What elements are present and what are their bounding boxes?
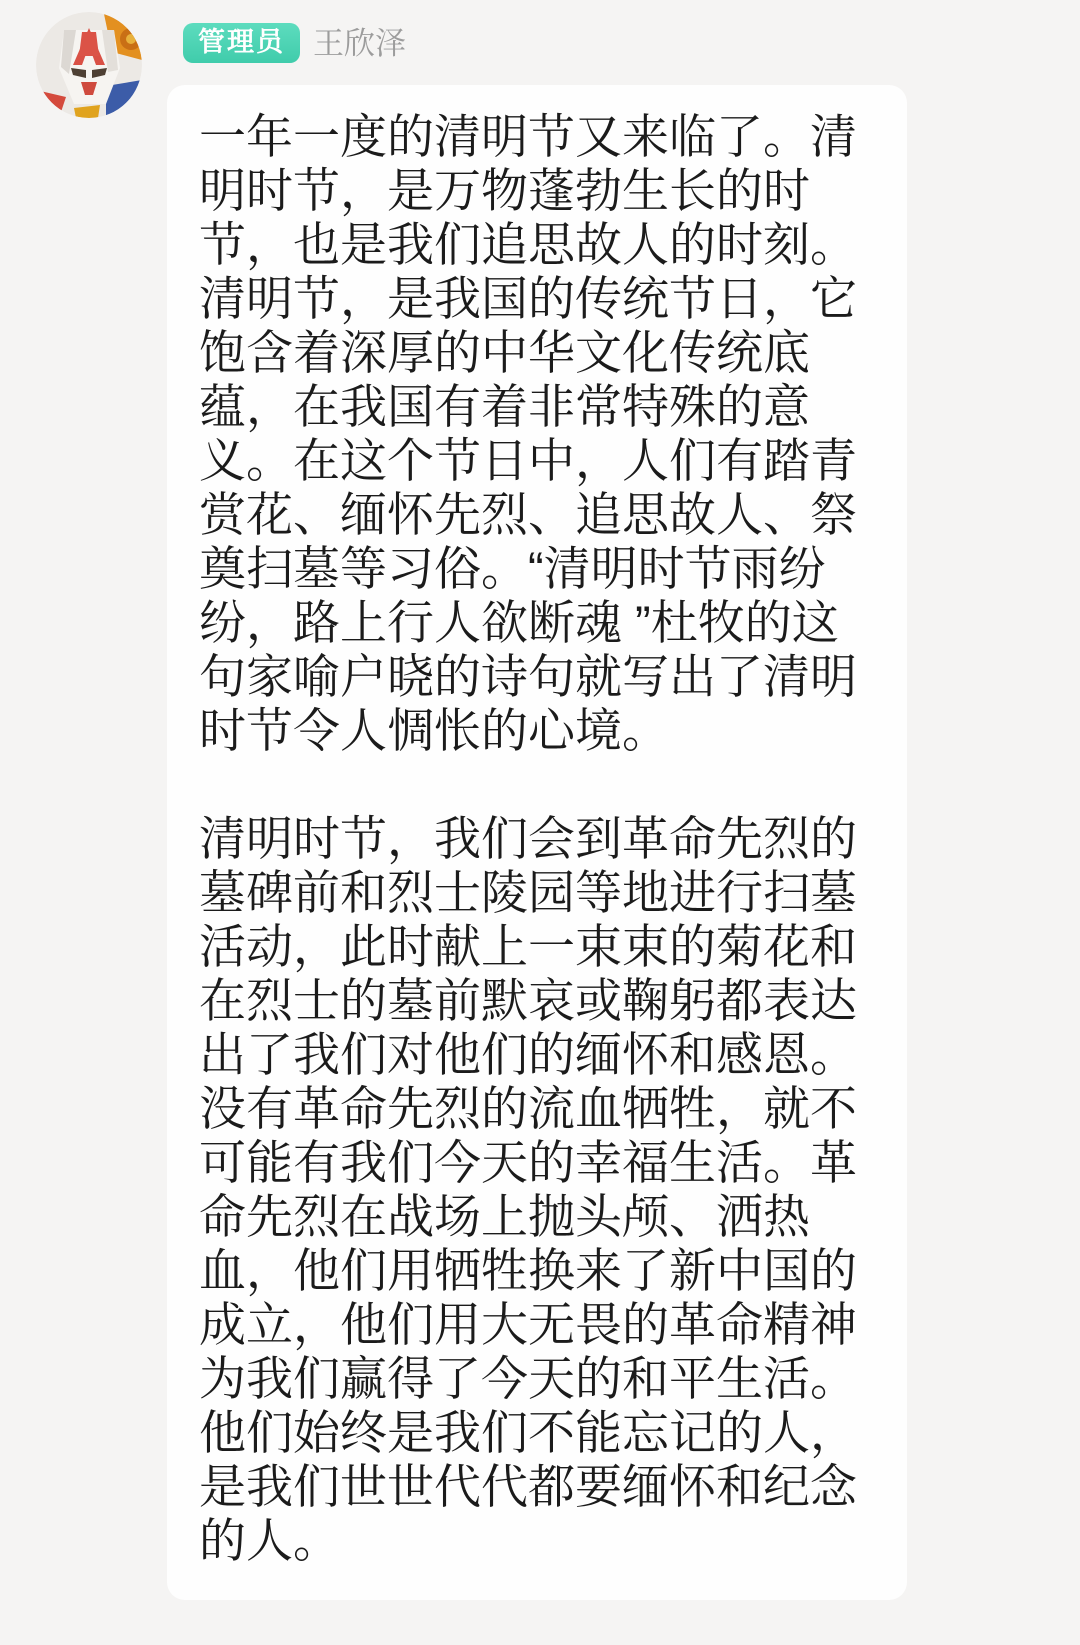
admin-role-badge: 管理员 xyxy=(183,23,300,63)
sender-name: 王欣泽 xyxy=(313,25,406,61)
gundam-head-icon xyxy=(36,12,142,118)
message-paragraph: 清明时节，我们会到革命先烈的墓碑前和烈士陵园等地进行扫墓活动，此时献上一束束的菊花和在烈士的墓前默哀或鞠躬都表达出了我们对他们的缅怀和感恩。没有革命先烈的流血牺牲，就不可能有我们今天的幸福生活。革命先烈在战场上抛头颅、洒热血，他们用牺牲换来了新中国的成立，他们用大无畏的革命精神为我们赢得了今天的和平生活。他们始终是我们不能忘记的人，是我们世世代代都要缅怀和纪念的人。 xyxy=(199,812,857,1567)
message-paragraph: 一年一度的清明节又来临了。清明时节，是万物蓬勃生长的时节，也是我们追思故人的时刻。清明节，是我国的传统节日，它饱含着深厚的中华文化传统底蕴，在我国有着非常特殊的意义。在这个节日中，人们有踏青赏花、缅怀先烈、追思故人、祭奠扫墓等习俗。“清明时节雨纷纷，路上行人欲断魂 ”杜牧的这句家喻户晓的诗句就写出了清明时节令人惆怅的心境。 xyxy=(199,110,857,757)
user-avatar[interactable] xyxy=(36,12,142,118)
sender-row xyxy=(183,22,406,64)
message-bubble[interactable] xyxy=(167,85,907,1600)
